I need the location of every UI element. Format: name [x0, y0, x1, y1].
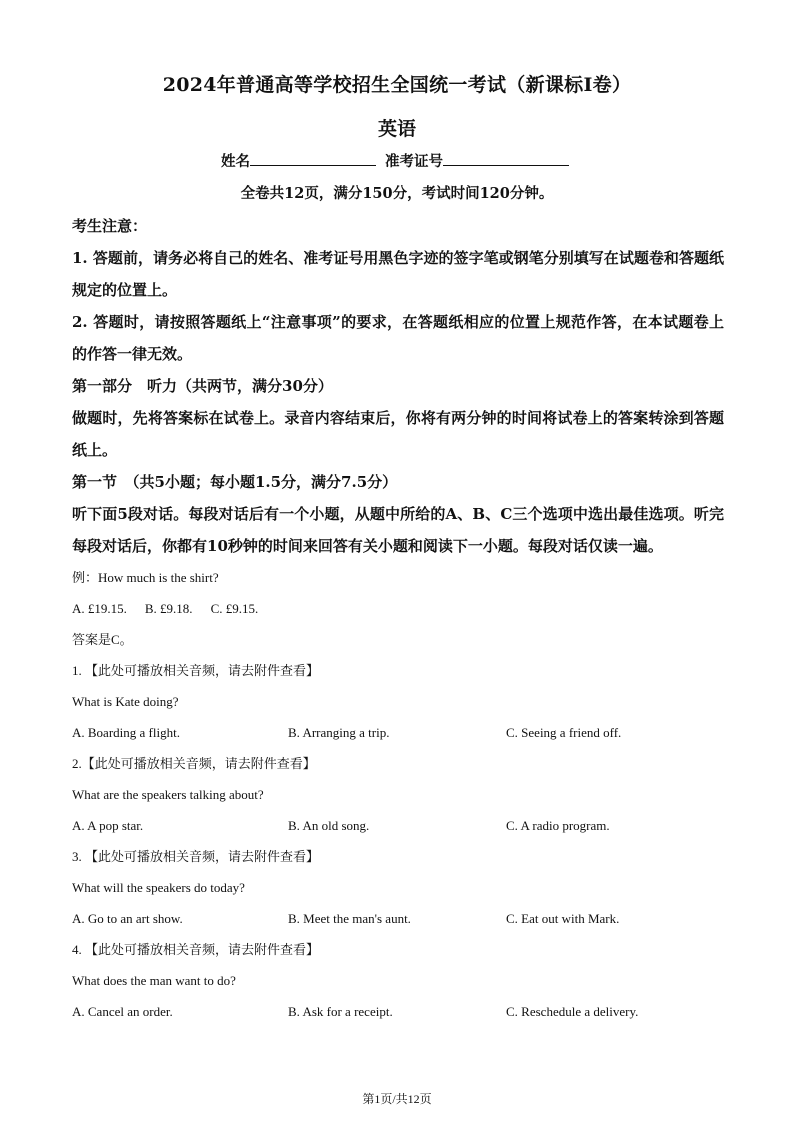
question-text: What does the man want to do? [72, 973, 236, 988]
option-a: A. A pop star. [72, 818, 144, 833]
name-blank [250, 151, 376, 166]
example-option-c: C. £9.15. [210, 601, 259, 616]
page-footer: 第1页/共12页 [362, 1092, 432, 1106]
example-answer: 答案是C。 [72, 632, 133, 647]
example-option-b: B. £9.18. [144, 601, 193, 616]
option-c: C. A radio program. [506, 818, 610, 833]
option-row [72, 996, 724, 1027]
audio-placeholder[interactable]: 3. 【此处可播放相关音频，请去附件查看】 [72, 849, 320, 864]
option-row [72, 810, 724, 841]
question-1 [72, 655, 724, 748]
option-row [72, 903, 724, 934]
question-3 [72, 841, 724, 934]
question-4 [72, 934, 724, 1027]
option-a: A. Boarding a flight. [72, 725, 180, 740]
part1-instruction: 做题时，先将答案标在试卷上。录音内容结束后，你将有两分钟的时间将试卷上的答案转涂到答题纸上。 [72, 409, 724, 459]
option-b: B. Arranging a trip. [288, 725, 390, 740]
id-label: 准考证号 [385, 153, 444, 170]
question-text: What are the speakers talking about? [72, 787, 264, 802]
question-2 [72, 748, 724, 841]
audio-placeholder[interactable]: 4. 【此处可播放相关音频，请去附件查看】 [72, 942, 320, 957]
example-question: 例：How much is the shirt? [72, 570, 219, 585]
candidate-info-line [0, 150, 794, 171]
option-row [72, 717, 724, 748]
part1-heading: 第一部分 听力（共两节，满分30分） [72, 377, 333, 395]
question-text: What will the speakers do today? [72, 880, 245, 895]
option-c: C. Seeing a friend off. [506, 725, 622, 740]
exam-title: 2024年普通高等学校招生全国统一考试（新课标Ⅰ卷） [162, 74, 632, 96]
question-text: What is Kate doing? [72, 694, 179, 709]
name-label: 姓名 [220, 153, 250, 170]
audio-placeholder[interactable]: 2.【此处可播放相关音频，请去附件查看】 [72, 756, 316, 771]
subject-title: 英语 [377, 118, 416, 140]
exam-meta: 全卷共12页，满分150分，考试时间120分钟。 [240, 185, 554, 202]
exam-body [72, 210, 724, 1027]
option-a: A. Cancel an order. [72, 1004, 173, 1019]
section1-heading: 第一节 （共5小题；每小题1.5分，满分7.5分） [72, 473, 398, 491]
option-a: A. Go to an art show. [72, 911, 183, 926]
option-c: C. Eat out with Mark. [506, 911, 620, 926]
id-blank [443, 151, 569, 166]
option-b: B. An old song. [288, 818, 370, 833]
audio-placeholder[interactable]: 1. 【此处可播放相关音频，请去附件查看】 [72, 663, 320, 678]
notice-heading: 考生注意： [72, 217, 148, 235]
section1-instruction: 听下面5段对话。每段对话后有一个小题，从题中所给的A、B、C三个选项中选出最佳选项。听完每段对话后，你都有10秒钟的时间来回答有关小题和阅读下一小题。每段对话仅读一遍。 [72, 505, 724, 555]
notice-item-1: 1. 答题前，请务必将自己的姓名、准考证号用黑色字迹的签字笔或钢笔分别填写在试题卷和答题纸规定的位置上。 [72, 249, 724, 299]
option-c: C. Reschedule a delivery. [506, 1004, 639, 1019]
option-b: B. Ask for a receipt. [288, 1004, 393, 1019]
example-option-a: A. £19.15. [72, 601, 127, 616]
option-b: B. Meet the man's aunt. [288, 911, 411, 926]
example-options [72, 593, 724, 624]
notice-item-2: 2. 答题时，请按照答题纸上“注意事项”的要求，在答题纸相应的位置上规范作答，在本试题卷上的作答一律无效。 [72, 313, 724, 363]
